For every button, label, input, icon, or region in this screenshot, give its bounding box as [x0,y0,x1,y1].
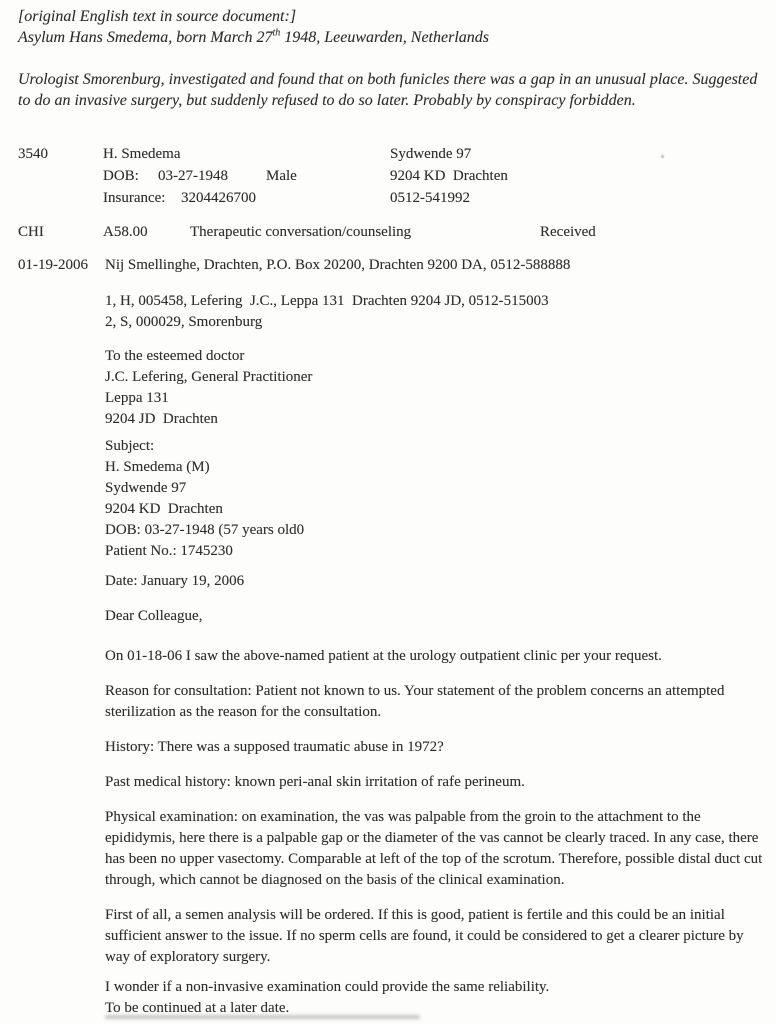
referral-date: 01-19-2006 [18,257,88,273]
referral-contact-2: 2, S, 000029, Smorenburg [105,314,263,330]
subject-line: H. Smedema (M) [105,459,210,475]
subject-line: Patient No.: 1745230 [105,543,233,559]
recipient-address-block [105,346,764,430]
dob-label: DOB: [103,168,139,184]
record-gutter-spacer [18,187,103,209]
subject-line: Sydwende 97 [105,480,187,496]
billing-description: Therapeutic conversation/counseling [190,224,412,240]
patient-phone: 0512-541992 [390,190,470,206]
scan-speck-artifact [661,155,664,158]
recipient-line: Leppa 131 [105,390,169,406]
letter-paragraph: On 01-18-06 I saw the above-named patient at the urology outpatient clinic per your request. [105,648,662,664]
referral-contact-1: 1, H, 005458, Lefering J.C., Leppa 131 Drachten 9204 JD, 0512-515003 [105,293,549,309]
note-source-line: [original English text in source document:] [18,8,297,25]
letter-body [105,346,767,1019]
letter-paragraph: History: There was a supposed traumatic abuse in 1972? [105,739,444,755]
letter-date: Date: January 19, 2006 [105,573,245,589]
subject-line: 9204 KD Drachten [105,501,223,517]
letter-greeting: Dear Colleague, [105,608,203,624]
ordinal-superscript: th [272,27,281,39]
letter-paragraph: Physical examination: on examination, the vas was palpable from the groin to the attachment to the epididymis, here there is a palpable gap or the diameter of the vas cannot be clearly traced. In any case, there has been no upper vasectomy. Comparable at left of the top of the scrotum. Therefore, possible distal duct cut through, which cannot be diagnosed on the basis of the clinical examination. [105,809,767,888]
subject-block [105,436,764,562]
note-identity-line [18,27,764,48]
patient-id: 3540 [18,146,48,162]
identity-text-rest: 1948, Leeuwarden, Netherlands [280,29,489,46]
recipient-line: 9204 JD Drachten [105,411,218,427]
patient-insurance-row [103,187,390,209]
letter-paragraph: Reason for consultation: Patient not known to us. Your statement of the problem concerns an attempted sterilization as the reason for the consultation. [105,683,729,720]
subject-line: DOB: 03-27-1948 (57 years old0 [105,522,305,538]
patient-city: 9204 KD Drachten [390,168,508,184]
billing-status: Received [540,224,596,240]
recipient-line: J.C. Lefering, General Practitioner [105,369,313,385]
scan-smudge-artifact [105,1015,420,1019]
billing-row [18,221,764,243]
referral-contacts [105,291,764,333]
closing-line: I wonder if a non-invasive examination could provide the same reliability. [105,979,550,995]
closing-lines [105,977,764,1019]
insurance-label: Insurance: [103,190,166,206]
patient-name: H. Smedema [103,146,181,162]
patient-dob-row [103,165,390,187]
recipient-line: To the esteemed doctor [105,348,245,364]
letter-paragraph: First of all, a semen analysis will be ordered. If this is good, patient is fertile and this could be an initial sufficient answer to the issue. If no sperm cells are found, it could be considered to get a clearer picture by way of exploratory surgery. [105,907,748,965]
record-gutter-spacer [18,165,103,187]
referral-header [18,255,764,276]
note-summary-paragraph: Urologist Smorenburg, investigated and found that on both funicles there was a gap in an unusual place. Suggested to do an invasive surgery, but suddenly refused to do so later. Probably by conspiracy forbidden. [18,71,762,109]
patient-record-block [18,143,764,209]
sex-value: Male [266,168,297,184]
referral-hospital: Nij Smellinghe, Drachten, P.O. Box 20200, Drachten 9200 DA, 0512-588888 [105,257,571,273]
patient-street: Sydwende 97 [390,146,472,162]
identity-text: Asylum Hans Smedema, born March 27 [18,29,273,46]
dob-value: 03-27-1948 [158,168,228,184]
closing-line: To be continued at a later date. [105,1000,290,1016]
letter-paragraph: Past medical history: known peri-anal skin irritation of rafe perineum. [105,774,525,790]
billing-code: A58.00 [103,224,148,240]
billing-category: CHI [18,224,44,240]
translator-note [18,6,764,111]
subject-line: Subject: [105,438,155,454]
insurance-value: 3204426700 [181,190,256,206]
